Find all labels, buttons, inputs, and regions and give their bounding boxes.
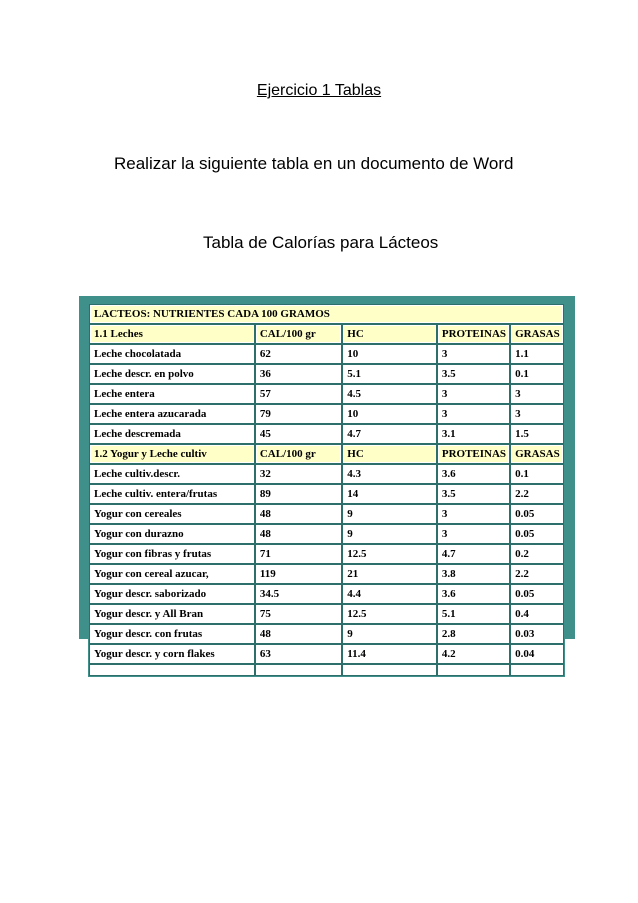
table-cell: 10 xyxy=(343,405,436,423)
column-header: HC xyxy=(343,325,436,343)
table-row xyxy=(90,345,563,363)
table-cell: 2.2 xyxy=(511,485,563,503)
table-cell: Leche descremada xyxy=(90,425,254,443)
table-row xyxy=(90,625,563,643)
table-cell: 4.7 xyxy=(438,545,509,563)
table-cell: Yogur con fibras y frutas xyxy=(90,545,254,563)
table-caption: LACTEOS: NUTRIENTES CADA 100 GRAMOS xyxy=(90,305,563,323)
table-cell: 4.4 xyxy=(343,585,436,603)
table-row xyxy=(90,525,563,543)
table-cell: 3 xyxy=(511,385,563,403)
table-cell: 21 xyxy=(343,565,436,583)
table-cell: 48 xyxy=(256,625,341,643)
table-cell: 3 xyxy=(438,405,509,423)
table-cell: 45 xyxy=(256,425,341,443)
table-row xyxy=(90,365,563,383)
column-header: CAL/100 gr xyxy=(256,445,341,463)
table-cell: 0.05 xyxy=(511,505,563,523)
table-cell: 3.5 xyxy=(438,485,509,503)
column-header: CAL/100 gr xyxy=(256,325,341,343)
table-cell: 48 xyxy=(256,525,341,543)
column-header: HC xyxy=(343,445,436,463)
table-cell: 12.5 xyxy=(343,545,436,563)
table-cell: Leche chocolatada xyxy=(90,345,254,363)
table-cell: 3 xyxy=(438,525,509,543)
table-cell: 79 xyxy=(256,405,341,423)
table-cell: 1.1 xyxy=(511,345,563,363)
table-cell: 36 xyxy=(256,365,341,383)
table-cell: Yogur con durazno xyxy=(90,525,254,543)
table-cell: 1.5 xyxy=(511,425,563,443)
table-cell: 34.5 xyxy=(256,585,341,603)
table-cell: 48 xyxy=(256,505,341,523)
table-caption-row xyxy=(90,305,563,323)
table-cell: 4.2 xyxy=(438,645,509,663)
table-row xyxy=(90,645,563,663)
table-cell: 9 xyxy=(343,625,436,643)
table-cell: 32 xyxy=(256,465,341,483)
table-cell: 14 xyxy=(343,485,436,503)
table-cell: 12.5 xyxy=(343,605,436,623)
table-cell: 10 xyxy=(343,345,436,363)
table-cell: Yogur con cereales xyxy=(90,505,254,523)
table-cell: 3 xyxy=(438,505,509,523)
table-row xyxy=(90,425,563,443)
table-cell: Leche cultiv. entera/frutas xyxy=(90,485,254,503)
table-cell: 75 xyxy=(256,605,341,623)
table-row xyxy=(90,405,563,423)
nutrition-table-frame xyxy=(79,296,575,660)
table-cell: 3.1 xyxy=(438,425,509,443)
table-cell: 3 xyxy=(438,385,509,403)
column-header: PROTEINAS xyxy=(438,445,509,463)
table-cell: Yogur descr. y All Bran xyxy=(90,605,254,623)
table-row xyxy=(90,545,563,563)
table-row xyxy=(90,485,563,503)
column-header: PROTEINAS xyxy=(438,325,509,343)
section1-header-row xyxy=(90,325,563,343)
table-cell: 0.05 xyxy=(511,585,563,603)
table-cell xyxy=(511,665,563,675)
column-header: 1.1 Leches xyxy=(90,325,254,343)
table-cell xyxy=(438,665,509,675)
table-cell: 119 xyxy=(256,565,341,583)
table-cell: 4.3 xyxy=(343,465,436,483)
table-cell: 3.6 xyxy=(438,585,509,603)
table-cell: 89 xyxy=(256,485,341,503)
table-cell: 0.05 xyxy=(511,525,563,543)
table-row xyxy=(90,585,563,603)
table-row xyxy=(90,385,563,403)
table-cell: Leche entera xyxy=(90,385,254,403)
table-cell: 4.5 xyxy=(343,385,436,403)
table-cell: 57 xyxy=(256,385,341,403)
table-cell: 3.8 xyxy=(438,565,509,583)
table-cell: 9 xyxy=(343,505,436,523)
table-cell xyxy=(256,665,341,675)
table-cell: 71 xyxy=(256,545,341,563)
table-cell: Yogur con cereal azucar, xyxy=(90,565,254,583)
table-cell: Yogur descr. saborizado xyxy=(90,585,254,603)
table-cell: 63 xyxy=(256,645,341,663)
document-title: Ejercicio 1 Tablas xyxy=(256,82,382,99)
table-cell xyxy=(343,665,436,675)
table-cell: 2.8 xyxy=(438,625,509,643)
table-cell: 9 xyxy=(343,525,436,543)
table-cell: Leche entera azucarada xyxy=(90,405,254,423)
table-cell: 0.1 xyxy=(511,465,563,483)
table-row xyxy=(90,565,563,583)
table-cell: Leche descr. en polvo xyxy=(90,365,254,383)
table-row xyxy=(90,605,563,623)
table-cell: 3 xyxy=(511,405,563,423)
table-cell: 3.6 xyxy=(438,465,509,483)
nutrition-table xyxy=(88,303,565,677)
section2-header-row xyxy=(90,445,563,463)
table-row-cutoff xyxy=(90,665,563,675)
table-cell: 0.03 xyxy=(511,625,563,643)
table-cell: 5.1 xyxy=(343,365,436,383)
table-cell: 2.2 xyxy=(511,565,563,583)
table-cell: Yogur descr. y corn flakes xyxy=(90,645,254,663)
table-cell: 4.7 xyxy=(343,425,436,443)
instruction-text: Realizar la siguiente tabla en un documento de Word xyxy=(114,154,514,173)
table-cell: Yogur descr. con frutas xyxy=(90,625,254,643)
table-row xyxy=(90,465,563,483)
table-cell: 0.4 xyxy=(511,605,563,623)
table-cell: 0.1 xyxy=(511,365,563,383)
table-row xyxy=(90,505,563,523)
column-header: GRASAS xyxy=(511,325,563,343)
table-cell: 0.2 xyxy=(511,545,563,563)
table-cell: 5.1 xyxy=(438,605,509,623)
table-cell: 62 xyxy=(256,345,341,363)
table-cell xyxy=(90,665,254,675)
column-header: GRASAS xyxy=(511,445,563,463)
table-cell: 3 xyxy=(438,345,509,363)
column-header: 1.2 Yogur y Leche cultiv xyxy=(90,445,254,463)
table-cell: 0.04 xyxy=(511,645,563,663)
table-cell: 11.4 xyxy=(343,645,436,663)
table-cell: Leche cultiv.descr. xyxy=(90,465,254,483)
table-cell: 3.5 xyxy=(438,365,509,383)
table-subtitle: Tabla de Calorías para Lácteos xyxy=(203,233,439,252)
